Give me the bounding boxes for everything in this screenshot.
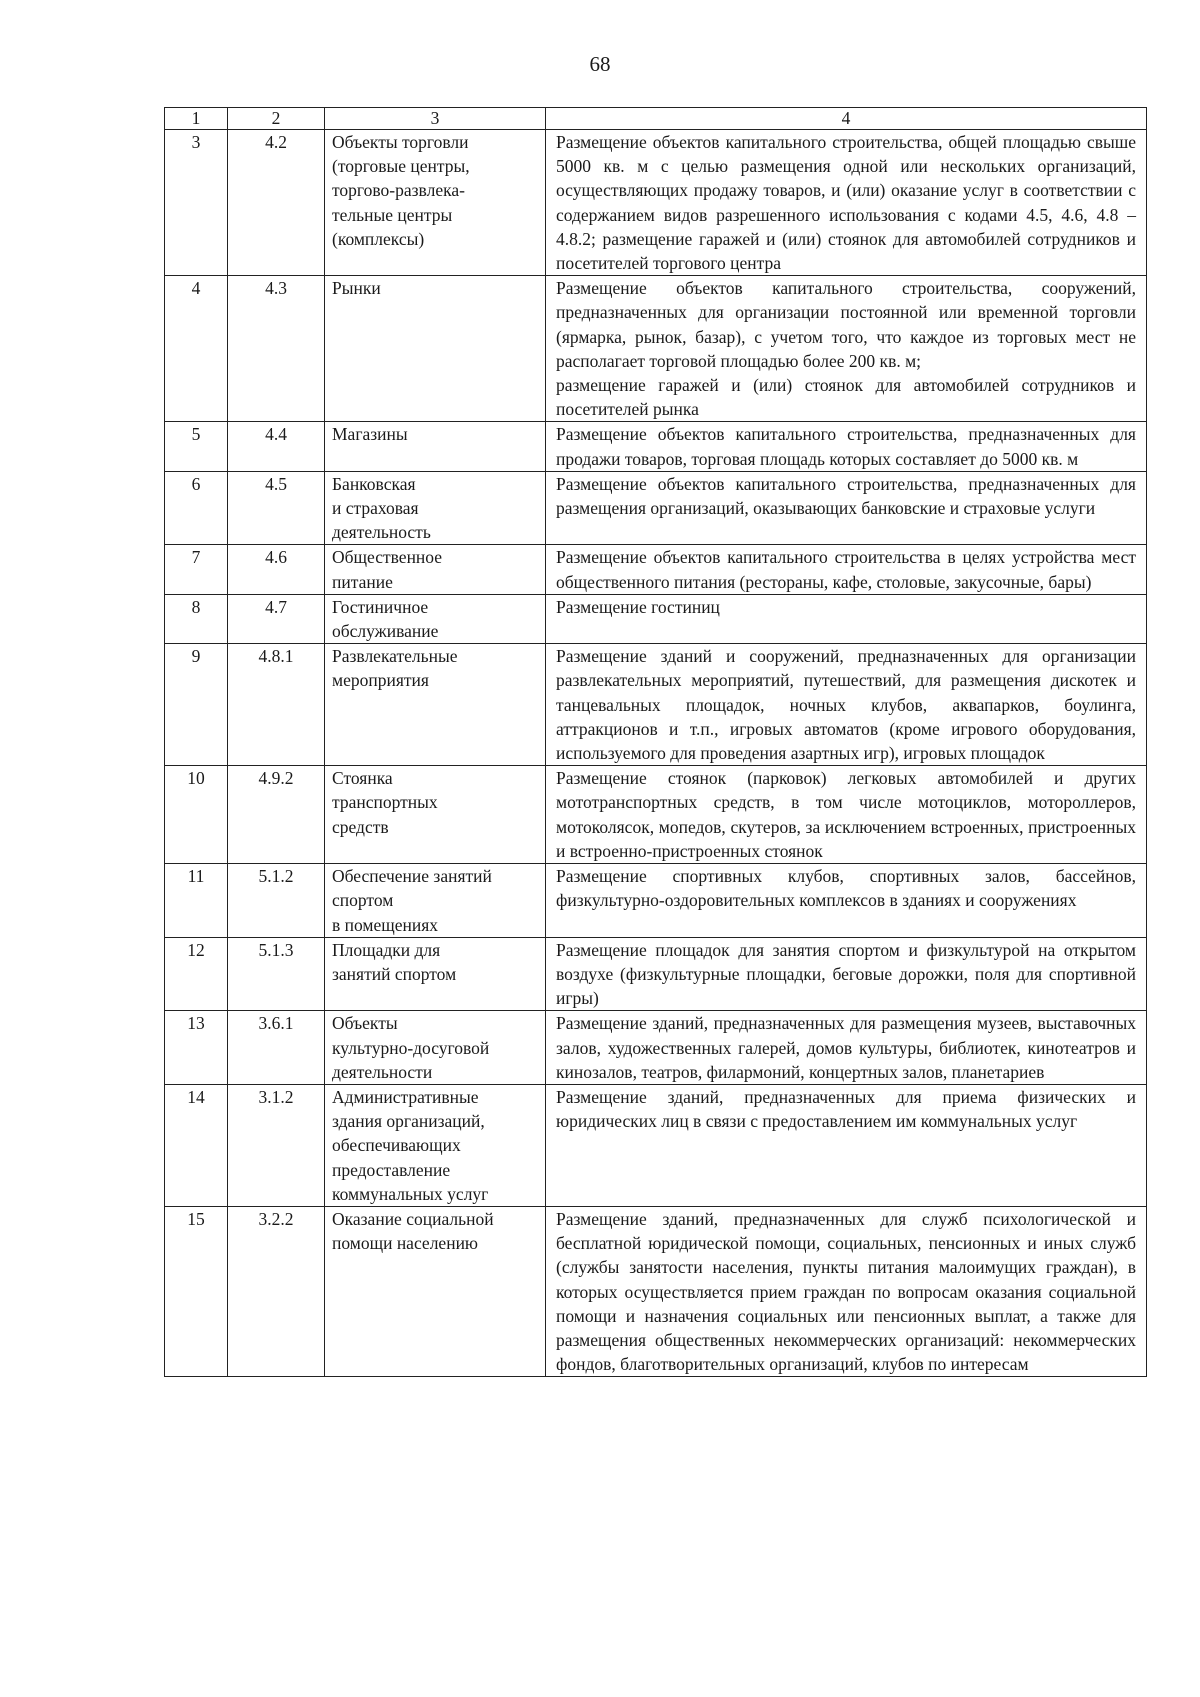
row-number: 7: [165, 545, 228, 594]
description-paragraph: Размещение зданий и сооружений, предназначенных для организации развлекательных мероприятий, путешествий, для размещения дискотек и танцевальных площадок, ночных клубов, аквапарков, боулинга, аттракционов и т.п., игровых автоматов (кроме игрового оборудования, используемого для проведения азартных игр), игровых площадок: [556, 646, 1136, 764]
row-number: 11: [165, 864, 228, 938]
use-description: [546, 594, 1147, 643]
row-number: 9: [165, 644, 228, 766]
use-code: 4.6: [228, 545, 325, 594]
table-row: [165, 1011, 1147, 1085]
use-code: 4.5: [228, 471, 325, 545]
use-name: Площадки для занятий спортом: [325, 937, 546, 1011]
table-row: [165, 766, 1147, 864]
use-code: 5.1.3: [228, 937, 325, 1011]
use-code: 5.1.2: [228, 864, 325, 938]
table-row: [165, 1206, 1147, 1376]
column-header: 4: [546, 108, 1147, 130]
table-row: [165, 422, 1147, 471]
table-row: [165, 594, 1147, 643]
table-row: [165, 644, 1147, 766]
description-paragraph: Размещение объектов капитального строительства в целях устройства мест общественного питания (рестораны, кафе, столовые, закусочные, бары): [556, 547, 1136, 592]
use-name: Магазины: [325, 422, 546, 471]
description-paragraph: Размещение объектов капитального строительства, сооружений, предназначенных для организации постоянной или временной торговли (ярмарка, рынок, базар), с учетом того, что каждое из торговых мест не располагает торговой площадью более 200 кв. м;: [556, 278, 1136, 371]
table-row: [165, 545, 1147, 594]
description-paragraph: Размещение зданий, предназначенных для служб психологической и бесплатной юридической помощи, социальных, пенсионных и иных служб (службы занятости населения, пункты питания малоимущих граждан), в которых осуществляется прием граждан по вопросам оказания социальной помощи и назначения социальных или пенсионных выплат, а также для размещения общественных некоммерческих организаций: некоммерческих фондов, благотворительных организаций, клубов по интересам: [556, 1208, 1136, 1375]
use-description: [546, 644, 1147, 766]
table-row: [165, 937, 1147, 1011]
description-paragraph: Размещение объектов капитального строительства, предназначенных для размещения организаций, оказывающих банковские и страховые услуги: [556, 473, 1136, 519]
use-code: 3.2.2: [228, 1206, 325, 1376]
use-code: 4.2: [228, 130, 325, 276]
use-description: [546, 471, 1147, 545]
use-description: [546, 1084, 1147, 1206]
table-row: [165, 130, 1147, 276]
column-header: 1: [165, 108, 228, 130]
use-name: Объекты торговли (торговые центры, торгово-развлека- тельные центры (комплексы): [325, 130, 546, 276]
page-number: 68: [589, 52, 611, 76]
table-row: [165, 471, 1147, 545]
use-description: [546, 766, 1147, 864]
description-paragraph: размещение гаражей и (или) стоянок для автомобилей сотрудников и посетителей рынка: [556, 375, 1136, 420]
description-paragraph: Размещение гостиниц: [556, 596, 720, 617]
row-number: 5: [165, 422, 228, 471]
use-code: 4.8.1: [228, 644, 325, 766]
use-name: Объекты культурно-досуговой деятельности: [325, 1011, 546, 1085]
table-body: [165, 130, 1147, 1377]
use-code: 3.1.2: [228, 1084, 325, 1206]
use-code: 4.4: [228, 422, 325, 471]
use-code: 4.3: [228, 276, 325, 422]
table-row: [165, 864, 1147, 938]
use-description: [546, 1206, 1147, 1376]
use-name: Обеспечение занятий спортом в помещениях: [325, 864, 546, 938]
use-name: Гостиничное обслуживание: [325, 594, 546, 643]
description-paragraph: Размещение зданий, предназначенных для приема физических и юридических лиц в связи с предоставлением им коммунальных услуг: [556, 1086, 1136, 1132]
use-description: [546, 276, 1147, 422]
use-description: [546, 130, 1147, 276]
table-row: [165, 276, 1147, 422]
row-number: 12: [165, 937, 228, 1011]
use-code: 4.9.2: [228, 766, 325, 864]
use-name: Стоянка транспортных средств: [325, 766, 546, 864]
row-number: 10: [165, 766, 228, 864]
use-code: 4.7: [228, 594, 325, 643]
row-number: 13: [165, 1011, 228, 1085]
description-paragraph: Размещение объектов капитального строительства, предназначенных для продажи товаров, торговая площадь которых составляет до 5000 кв. м: [556, 424, 1136, 469]
column-header: 2: [228, 108, 325, 130]
use-name: Развлекательные мероприятия: [325, 644, 546, 766]
row-number: 6: [165, 471, 228, 545]
description-paragraph: Размещение площадок для занятия спортом и физкультурой на открытом воздухе (физкультурные площадки, беговые дорожки, поля для спортивной игры): [556, 939, 1136, 1009]
use-name: Банковская и страховая деятельность: [325, 471, 546, 545]
use-name: Административные здания организаций, обеспечивающих предоставление коммунальных услуг: [325, 1084, 546, 1206]
column-header: 3: [325, 108, 546, 130]
description-paragraph: Размещение объектов капитального строительства, общей площадью свыше 5000 кв. м с целью размещения одной или нескольких организаций, осуществляющих продажу товаров, и (или) оказание услуг в соответствии с содержанием видов разрешенного использования с кодами 4.5, 4.6, 4.8 – 4.8.2; размещение гаражей и (или) стоянок для автомобилей сотрудников и посетителей торгового центра: [556, 132, 1136, 274]
use-description: [546, 1011, 1147, 1085]
use-name: Рынки: [325, 276, 546, 422]
description-paragraph: Размещение зданий, предназначенных для размещения музеев, выставочных залов, художественных галерей, домов культуры, библиотек, кинотеатров и кинозалов, театров, филармоний, концертных залов, планетариев: [556, 1013, 1136, 1082]
table-header-row: [165, 108, 1147, 130]
table-row: [165, 1084, 1147, 1206]
description-paragraph: Размещение стоянок (парковок) легковых автомобилей и других мототранспортных средств, в том числе мотоциклов, мотороллеров, мотоколясок, мопедов, скутеров, за исключением встроенных, пристроенных и встроенно-пристроенных стоянок: [556, 768, 1136, 861]
use-name: Оказание социальной помощи населению: [325, 1206, 546, 1376]
description-paragraph: Размещение спортивных клубов, спортивных залов, бассейнов, физкультурно-оздоровительных комплексов в зданиях и сооружениях: [556, 866, 1136, 911]
row-number: 4: [165, 276, 228, 422]
use-description: [546, 545, 1147, 594]
land-use-table: [164, 107, 1147, 1377]
row-number: 15: [165, 1206, 228, 1376]
use-description: [546, 864, 1147, 938]
row-number: 14: [165, 1084, 228, 1206]
use-code: 3.6.1: [228, 1011, 325, 1085]
use-name: Общественное питание: [325, 545, 546, 594]
row-number: 3: [165, 130, 228, 276]
use-description: [546, 937, 1147, 1011]
use-description: [546, 422, 1147, 471]
row-number: 8: [165, 594, 228, 643]
